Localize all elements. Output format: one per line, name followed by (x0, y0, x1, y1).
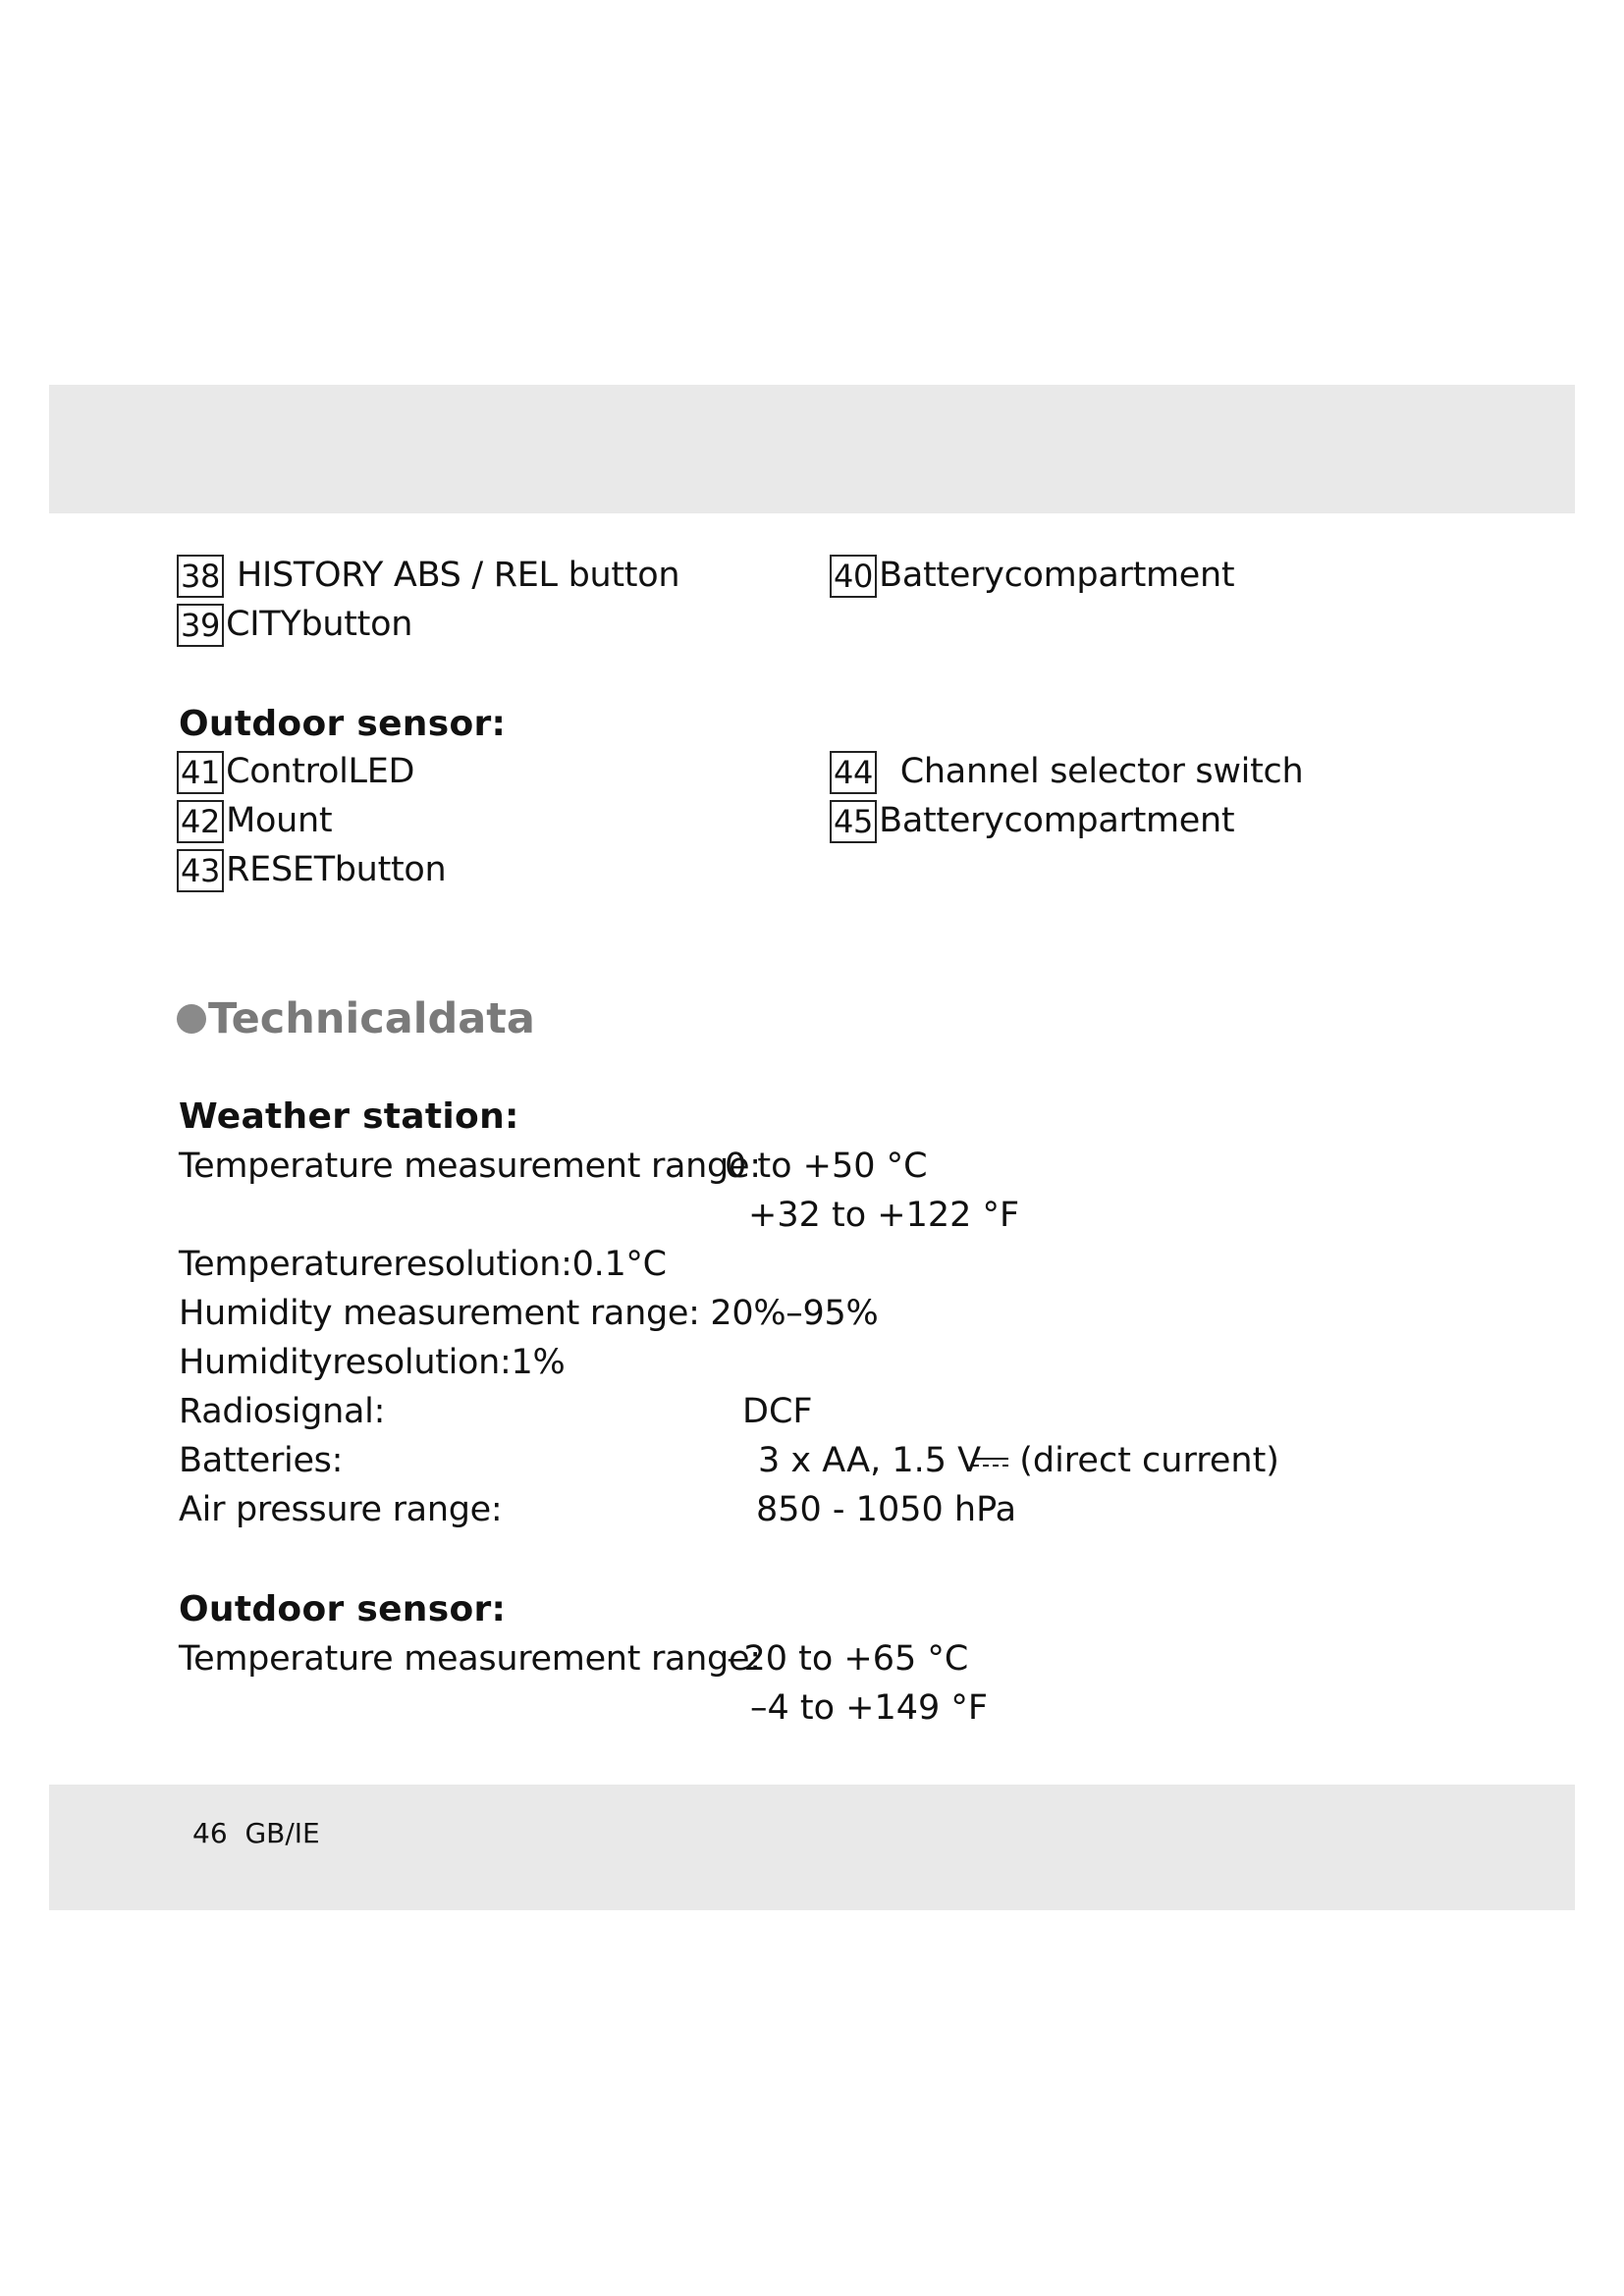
part-label: ControlLED (226, 752, 415, 791)
part-label: RESETbutton (226, 850, 447, 889)
part-42 (177, 799, 332, 843)
part-number: 39 (177, 604, 224, 647)
part-44 (830, 750, 1303, 794)
part-number: 45 (830, 800, 877, 843)
part-label: Mount (226, 801, 333, 840)
page-footer (192, 1814, 320, 1853)
part-label: HISTORY ABS / REL button (226, 556, 680, 595)
ws-temp-celsius: 0 to +50 °C (725, 1147, 928, 1186)
part-40 (830, 554, 1234, 598)
ws-batteries-label: Batteries: (179, 1441, 344, 1480)
part-label: Batterycompartment (879, 801, 1235, 840)
ws-batteries-value (758, 1439, 1279, 1482)
ws-temp-label: Temperature measurement range: (179, 1147, 761, 1186)
ws-temp-resolution: Temperatureresolution:0.1°C (179, 1245, 667, 1284)
header-band (49, 385, 1575, 513)
ws-temp-fahrenheit: +32 to +122 °F (748, 1196, 1020, 1235)
bullet-icon (177, 1004, 206, 1034)
part-number: 40 (830, 555, 877, 598)
page-number: 46 (192, 1817, 228, 1849)
part-43 (177, 848, 446, 892)
part-number: 44 (830, 751, 877, 794)
os-temp-celsius: –20 to +65 °C (727, 1639, 969, 1679)
part-label: Batterycompartment (879, 556, 1235, 595)
part-number: 41 (177, 751, 224, 794)
part-number: 42 (177, 800, 224, 843)
ws-radio-label: Radiosignal: (179, 1392, 386, 1431)
ws-humidity-resolution: Humidityresolution:1% (179, 1343, 566, 1382)
batteries-spec: 3 x AA, 1.5 V (758, 1441, 982, 1480)
ws-humidity-range: Humidity measurement range: 20%–95% (179, 1294, 879, 1333)
ws-radio-value: DCF (742, 1392, 813, 1431)
part-label: CITYbutton (226, 605, 413, 644)
part-41 (177, 750, 414, 794)
os-temp-fahrenheit: –4 to +149 °F (750, 1688, 989, 1728)
part-label: Channel selector switch (879, 752, 1304, 791)
section-title-text: Technicaldata (208, 994, 535, 1043)
part-38 (177, 554, 679, 598)
outdoor-sensor-heading: Outdoor sensor: (179, 1589, 507, 1629)
outdoor-parts-heading: Outdoor sensor: (179, 704, 507, 744)
ws-pressure-label: Air pressure range: (179, 1490, 503, 1529)
ws-pressure-value: 850 - 1050 hPa (756, 1490, 1017, 1529)
os-temp-label: Temperature measurement range: (179, 1639, 761, 1679)
weather-station-heading: Weather station: (179, 1096, 519, 1137)
batteries-note: (direct current) (1008, 1441, 1279, 1480)
locale-code: GB/IE (244, 1817, 320, 1849)
part-number: 43 (177, 849, 224, 892)
part-number: 38 (177, 555, 224, 598)
section-title (177, 991, 535, 1046)
direct-current-symbol-icon (973, 1452, 1008, 1471)
part-45 (830, 799, 1234, 843)
part-39 (177, 603, 412, 647)
